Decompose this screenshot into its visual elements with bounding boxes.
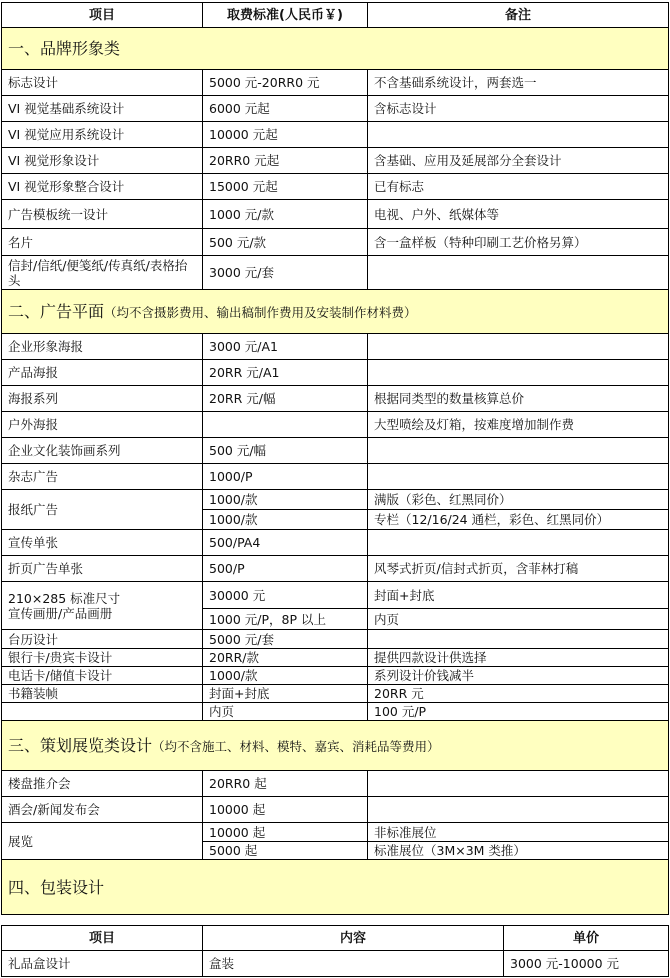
note-cell: 电视、户外、纸媒体等: [368, 200, 669, 229]
packaging-header-row: [2, 926, 669, 951]
note-cell: [368, 256, 669, 290]
section-3-title-cell: [2, 721, 669, 771]
section-2-subtitle: （均不含摄影费用、输出稿制作费用及安装制作材料费）: [104, 304, 417, 320]
note-cell: 标准展位（3M×3M 类推）: [368, 842, 669, 860]
note-cell: 已有标志: [368, 174, 669, 200]
price-cell: 20RR 元/A1: [203, 360, 368, 386]
table-row: [2, 556, 669, 582]
table-row: [2, 951, 669, 977]
item-cell: VI 视觉应用系统设计: [2, 122, 203, 148]
table-row: [2, 334, 669, 360]
note-cell: 不含基础系统设计，两套选一: [368, 70, 669, 96]
price-cell: 1000 元/P，8P 以上: [203, 609, 368, 630]
table-row: [2, 703, 669, 721]
table-row: [2, 797, 669, 823]
price-cell: 内页: [203, 703, 368, 721]
item-cell: 报纸广告: [2, 490, 203, 530]
item-cell: VI 视觉基础系统设计: [2, 96, 203, 122]
note-cell: 根据同类型的数量核算总价: [368, 386, 669, 412]
price-cell: 20RR 元/幅: [203, 386, 368, 412]
item-cell: 标志设计: [2, 70, 203, 96]
price-cell: 1000 元/款: [203, 200, 368, 229]
table-header-row: [2, 3, 669, 28]
price-cell: 20RR0 起: [203, 771, 368, 797]
section-2-header: [2, 290, 669, 334]
price-cell: 3000 元-10000 元: [504, 951, 669, 977]
header-item: 项目: [2, 3, 203, 28]
price-cell: 3000 元/套: [203, 256, 368, 290]
price-cell: 10000 起: [203, 797, 368, 823]
section-3-title: 三、策划展览类设计: [8, 735, 153, 755]
item-cell: 展览: [2, 823, 203, 860]
note-cell: [368, 530, 669, 556]
note-cell: 风琴式折页/信封式折页，含菲林打稿: [368, 556, 669, 582]
item-cell: 广告模板统一设计: [2, 200, 203, 229]
price-cell: 5000 元/套: [203, 630, 368, 649]
price-cell: 1000/P: [203, 464, 368, 490]
note-cell: 专栏（12/16/24 通栏，彩色、红黑同价）: [368, 510, 669, 530]
item-line-1: 210×285 标准尺寸: [8, 590, 121, 606]
item-cell: 书籍装帧: [2, 685, 203, 703]
item-cell: 企业形象海报: [2, 334, 203, 360]
section-2-title-cell: [2, 290, 669, 334]
note-cell: [368, 438, 669, 464]
packaging-header-price: 单价: [504, 926, 669, 951]
note-cell: [368, 464, 669, 490]
table-row: [2, 530, 669, 556]
price-cell: 500 元/幅: [203, 438, 368, 464]
price-cell: 20RR/款: [203, 649, 368, 667]
item-cell: 信封/信纸/便笺纸/传真纸/表格抬头: [2, 256, 203, 290]
table-row: [2, 438, 669, 464]
section-4-header: [2, 860, 669, 915]
item-cell: VI 视觉形象设计: [2, 148, 203, 174]
price-table: [1, 2, 669, 915]
table-row: [2, 70, 669, 96]
item-cell: 产品海报: [2, 360, 203, 386]
table-row: [2, 630, 669, 649]
table-row: [2, 122, 669, 148]
item-cell: 酒会/新闻发布会: [2, 797, 203, 823]
packaging-header-content: 内容: [203, 926, 504, 951]
price-cell: 5000 起: [203, 842, 368, 860]
item-cell: 礼品盒设计: [2, 951, 203, 977]
price-cell: 30000 元: [203, 582, 368, 609]
item-cell: 银行卡/贵宾卡设计: [2, 649, 203, 667]
price-cell: 1000/款: [203, 510, 368, 530]
price-cell: 500/P: [203, 556, 368, 582]
price-cell: 10000 起: [203, 823, 368, 842]
item-cell: 宣传单张: [2, 530, 203, 556]
table-row: [2, 464, 669, 490]
section-3-header: [2, 721, 669, 771]
note-cell: [368, 360, 669, 386]
note-cell: 系列设计价钱减半: [368, 667, 669, 685]
table-row: [2, 256, 669, 290]
item-cell: 楼盘推介会: [2, 771, 203, 797]
table-row: [2, 96, 669, 122]
item-cell: [2, 582, 203, 630]
item-cell: 杂志广告: [2, 464, 203, 490]
price-cell: 500/PA4: [203, 530, 368, 556]
price-cell: 1000/款: [203, 490, 368, 510]
note-cell: 含一盒样板（特种印刷工艺价格另算）: [368, 229, 669, 256]
table-row: [2, 174, 669, 200]
item-line-2: 宣传画册/产品画册: [8, 605, 113, 621]
section-1-header: [2, 28, 669, 70]
note-cell: 含标志设计: [368, 96, 669, 122]
note-cell: [368, 630, 669, 649]
table-row: [2, 582, 669, 609]
table-row: [2, 200, 669, 229]
section-2-title: 二、广告平面: [8, 301, 105, 321]
note-cell: 100 元/P: [368, 703, 669, 721]
note-cell: 内页: [368, 609, 669, 630]
table-row: [2, 229, 669, 256]
table-row: [2, 771, 669, 797]
section-3-subtitle: （均不含施工、材料、模特、嘉宾、消耗品等费用）: [152, 738, 440, 754]
table-row: [2, 823, 669, 842]
note-cell: 含基础、应用及延展部分全套设计: [368, 148, 669, 174]
note-cell: [368, 334, 669, 360]
price-cell: 3000 元/A1: [203, 334, 368, 360]
item-cell: 台历设计: [2, 630, 203, 649]
table-row: [2, 667, 669, 685]
content-cell: 盒装: [203, 951, 504, 977]
price-cell: 5000 元-20RR0 元: [203, 70, 368, 96]
note-cell: 满版（彩色、红黑同价）: [368, 490, 669, 510]
note-cell: 非标准展位: [368, 823, 669, 842]
price-cell: 15000 元起: [203, 174, 368, 200]
note-cell: [368, 771, 669, 797]
table-row: [2, 148, 669, 174]
note-cell: [368, 122, 669, 148]
item-cell: 电话卡/储值卡设计: [2, 667, 203, 685]
header-note: 备注: [368, 3, 669, 28]
price-cell: 20RR0 元起: [203, 148, 368, 174]
table-row: [2, 386, 669, 412]
price-cell: 10000 元起: [203, 122, 368, 148]
price-cell: 6000 元起: [203, 96, 368, 122]
item-cell: 海报系列: [2, 386, 203, 412]
header-price: 取费标准(人民币￥): [203, 3, 368, 28]
table-row: [2, 360, 669, 386]
table-row: [2, 649, 669, 667]
item-cell: 企业文化装饰画系列: [2, 438, 203, 464]
table-row: [2, 490, 669, 510]
table-row: [2, 412, 669, 438]
note-cell: 封面+封底: [368, 582, 669, 609]
price-cell: 封面+封底: [203, 685, 368, 703]
note-cell: 提供四款设计供选择: [368, 649, 669, 667]
note-cell: 大型喷绘及灯箱，按难度增加制作费: [368, 412, 669, 438]
table-row: [2, 685, 669, 703]
item-cell: [2, 703, 203, 721]
packaging-header-item: 项目: [2, 926, 203, 951]
price-cell: 1000/款: [203, 667, 368, 685]
item-cell: 折页广告单张: [2, 556, 203, 582]
note-cell: [368, 797, 669, 823]
note-cell: 20RR 元: [368, 685, 669, 703]
item-cell: 名片: [2, 229, 203, 256]
section-4-title: 四、包装设计: [2, 860, 669, 915]
price-cell: [203, 412, 368, 438]
section-1-title: 一、品牌形象类: [2, 28, 669, 70]
item-cell: VI 视觉形象整合设计: [2, 174, 203, 200]
item-cell: 户外海报: [2, 412, 203, 438]
price-cell: 500 元/款: [203, 229, 368, 256]
packaging-table: [1, 925, 669, 977]
